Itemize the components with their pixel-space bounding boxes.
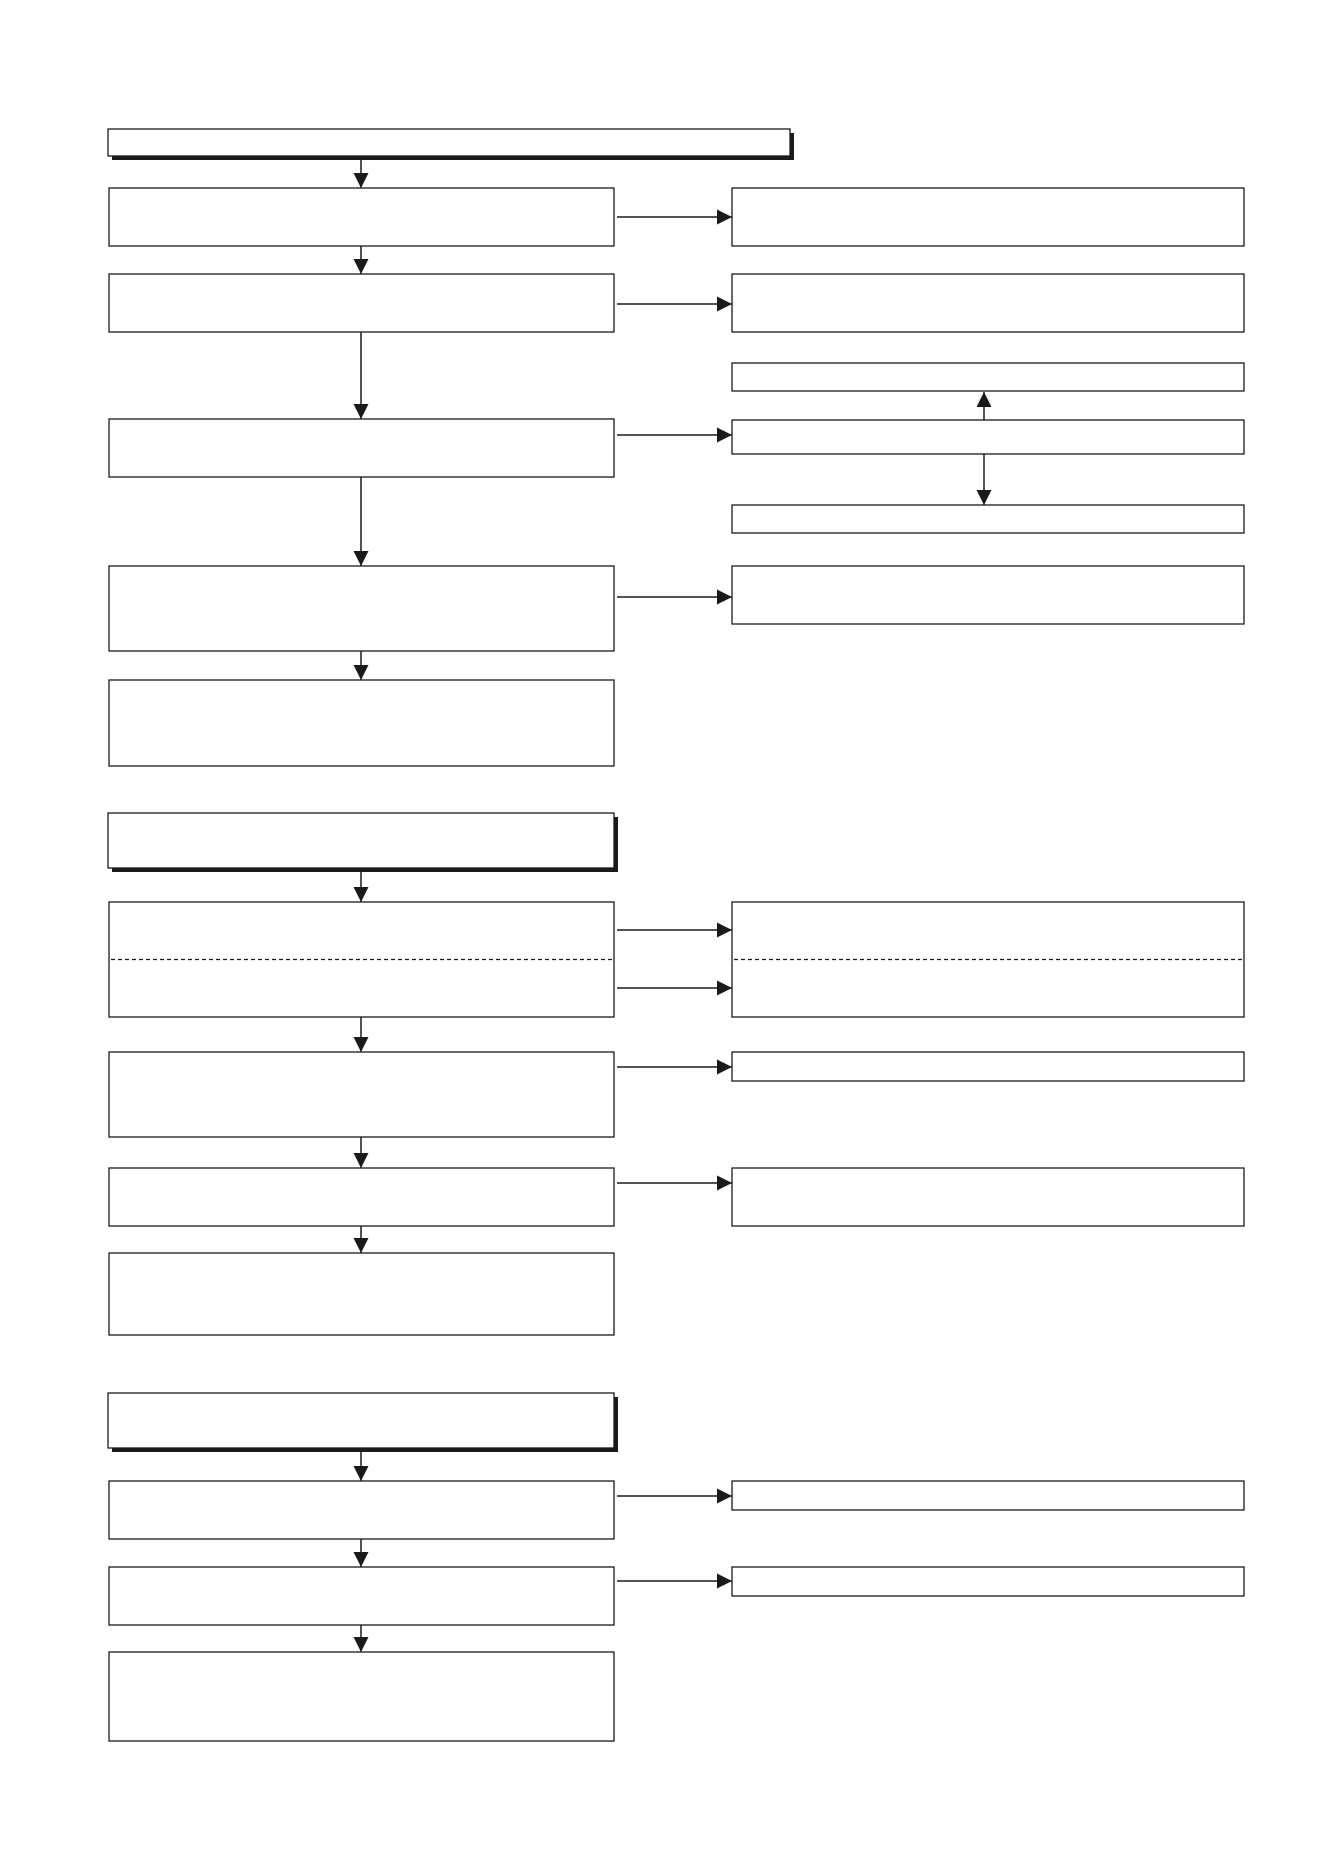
box-layer <box>108 129 1244 1741</box>
main-step-box <box>109 419 614 477</box>
main-step-box <box>109 1481 614 1539</box>
side-result-box <box>732 902 1244 1017</box>
section-3-header-frame <box>108 1393 614 1448</box>
side-result-box <box>732 420 1244 454</box>
side-result-box <box>732 188 1244 246</box>
main-step-box-frame <box>109 1567 614 1625</box>
main-step-box-frame <box>109 566 614 651</box>
side-result-box-frame <box>732 1052 1244 1081</box>
main-step-box-frame <box>109 1481 614 1539</box>
side-result-box-frame <box>732 274 1244 332</box>
side-result-box <box>732 274 1244 332</box>
main-step-box <box>109 1652 614 1741</box>
side-result-box <box>732 1481 1244 1510</box>
section-2-header-frame <box>108 813 614 868</box>
main-step-box-frame <box>109 680 614 766</box>
main-step-box <box>109 566 614 651</box>
side-result-box <box>732 566 1244 624</box>
side-result-box-frame <box>732 1168 1244 1226</box>
side-result-box-frame <box>732 420 1244 454</box>
side-result-box <box>732 363 1244 391</box>
side-result-box <box>732 1052 1244 1081</box>
main-step-box <box>109 680 614 766</box>
side-result-box-frame <box>732 1567 1244 1596</box>
main-step-box-frame <box>109 274 614 332</box>
main-step-box-frame <box>109 1652 614 1741</box>
main-step-box-frame <box>109 1253 614 1335</box>
side-result-box-frame <box>732 188 1244 246</box>
side-result-box <box>732 505 1244 533</box>
side-result-box-frame <box>732 505 1244 533</box>
section-1-header <box>108 129 794 160</box>
section-3-header <box>108 1393 618 1452</box>
main-step-box-frame <box>109 1168 614 1226</box>
side-result-box-frame <box>732 1481 1244 1510</box>
main-step-box <box>109 188 614 246</box>
main-step-box <box>109 1168 614 1226</box>
side-result-box-frame <box>732 363 1244 391</box>
main-step-box <box>109 1567 614 1625</box>
section-1-header-frame <box>108 129 790 156</box>
main-step-box-frame <box>109 1052 614 1137</box>
side-result-box-frame <box>732 566 1244 624</box>
main-step-box-frame <box>109 419 614 477</box>
main-step-box <box>109 902 614 1017</box>
side-result-box <box>732 1168 1244 1226</box>
section-2-header <box>108 813 618 872</box>
main-step-box <box>109 274 614 332</box>
side-result-box <box>732 1567 1244 1596</box>
main-step-box-frame <box>109 188 614 246</box>
main-step-box <box>109 1052 614 1137</box>
main-step-box <box>109 1253 614 1335</box>
